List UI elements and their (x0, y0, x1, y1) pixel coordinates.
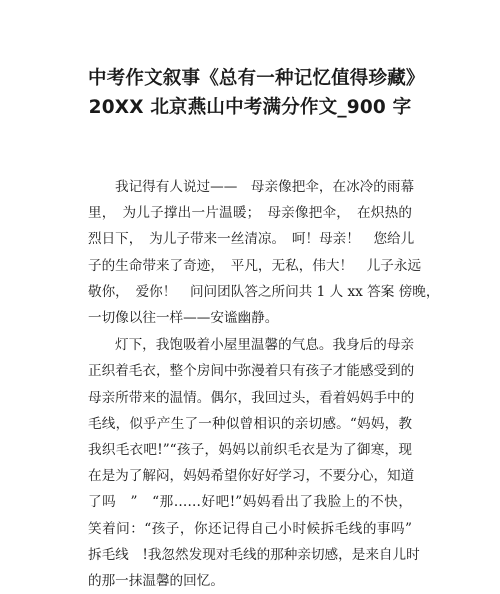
text-line: 在是为了解闷，妈妈希望你好好学习，不要分心，知道 (88, 468, 415, 485)
text-line: 笑着问：“孩子，你还记得自己小时候拆毛线的事吗” (88, 520, 412, 537)
text-line: 毛线，似乎产生了一种似曾相识的亲切感。“妈妈，教 (88, 415, 412, 432)
title-line: 中考作文叙事《总有一种记忆值得珍藏》 (88, 68, 425, 89)
text-line: 子的生命带来了奇迹， 平凡，无私，伟大！ 儿子永远 (88, 257, 422, 274)
text-line: 我织毛衣吧!”“孩子，妈妈以前织毛衣是为了御寒，现 (88, 442, 412, 459)
text-line: 拆毛线 !我忽然发现对毛线的那种亲切感，是来自儿时 (88, 546, 420, 563)
text-line: 了吗 ” “那……好吧!”妈妈看出了我脸上的不快， (88, 494, 412, 511)
document-title (88, 64, 425, 122)
paragraph-2 (88, 332, 420, 594)
text-line: 烈日下， 为儿子带来一丝清凉。 呵！母亲！ 您给儿 (88, 231, 415, 248)
text-line: 正织着毛衣，整个房间中弥漫着只有孩子才能感受到的 (88, 363, 415, 380)
document-body (88, 174, 440, 594)
text-line: 母亲所带来的温情。偶尔，我回过头，看着妈妈手中的 (88, 389, 415, 406)
paragraph-1 (88, 174, 440, 331)
text-line: 里， 为儿子撑出一片温暖； 母亲像把伞， 在炽热的 (88, 205, 412, 222)
text-line: 一切像以往一样——安谧幽静。 (88, 310, 279, 327)
text-line: 灯下，我饱吸着小屋里温馨的气息。我身后的母亲 (115, 337, 415, 354)
title-line: 20XX 北京燕山中考满分作文_900 字 (88, 97, 412, 118)
text-line: 我记得有人说过—— 母亲像把伞，在冰冷的雨幕 (115, 179, 415, 195)
text-line: 的那一抹温馨的回忆。 (88, 573, 224, 590)
text-line: 敬你， 爱你！ 问问团队答之所问共 1 人 xx 答案 傍晚， (88, 283, 440, 300)
